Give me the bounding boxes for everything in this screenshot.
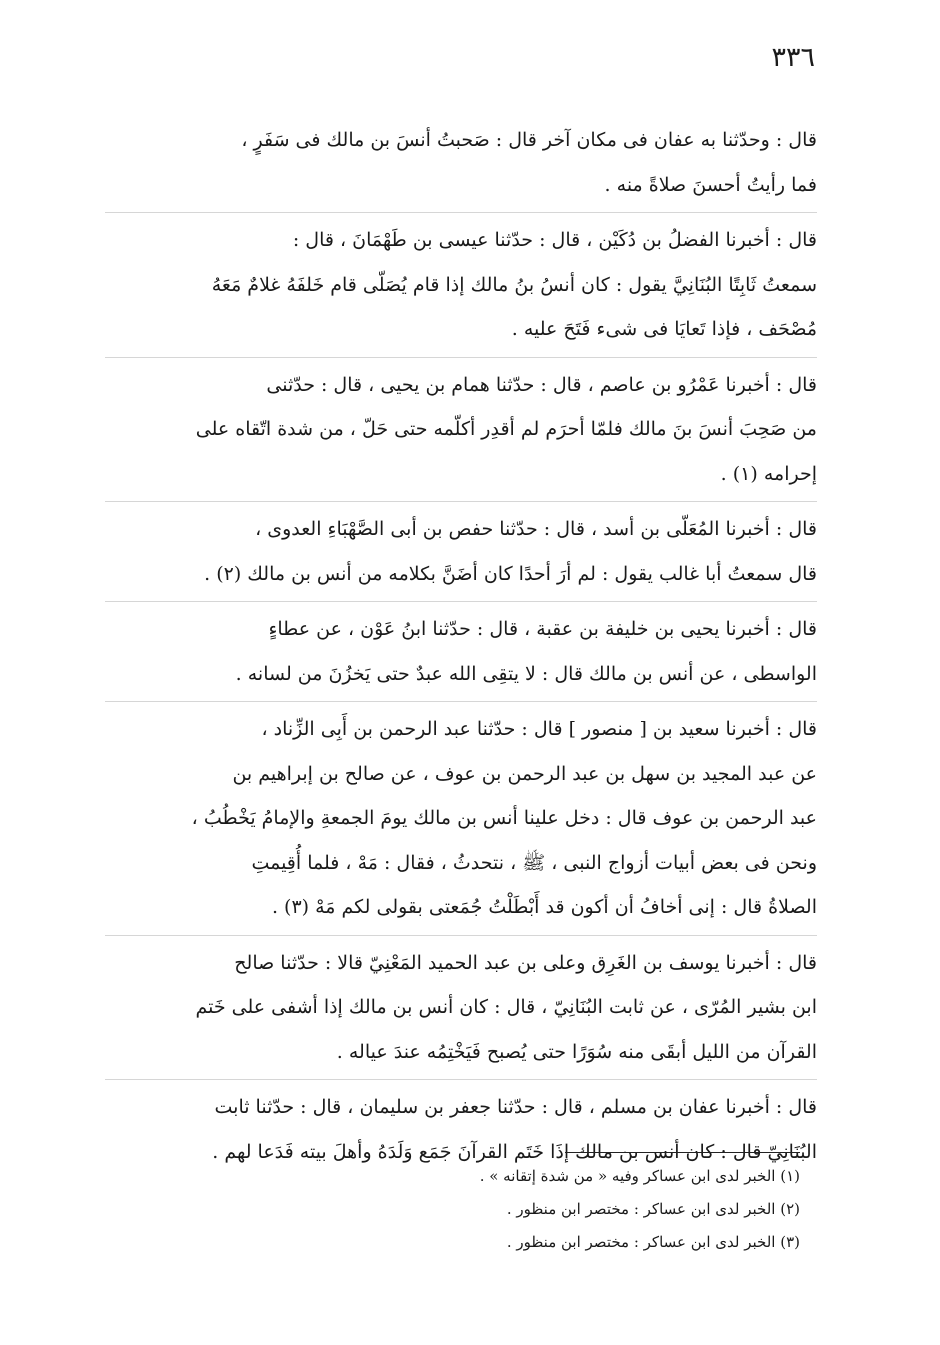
text-line: ونحن فى بعض أبيات أزواج النبى ، ﷺ ، نتحدثُ ، فقال : مَهْ ، فلما أُقِيمتِ: [251, 851, 817, 874]
footnote: (١) الخبر لدى ابن عساكر وفيه « من شدة إتقانه » .: [479, 1167, 800, 1185]
text-line: فما رأيتُ أحسنَ صلاةً منه .: [604, 173, 817, 196]
paragraph: [105, 607, 817, 702]
text-line: الصلاةُ قال : إنى أخافُ أن أكون قد أَبْطَلْتُ جُمَعتى بقولى لكم مَهْ (٣) .: [271, 896, 817, 918]
text-line: عن عبد المجيد بن سهل بن عبد الرحمن بن عوف ، عن صالح بن إبراهيم بن: [232, 762, 817, 785]
text-line: من صَحِبَ أنسَ بنَ مالك فلمّا أحرَم لم أقدِر أكلّمه حتى حَلّ ، من شدة اتّقاه على: [195, 418, 817, 440]
text-line: قال : أخبرنا الفضلُ بن دُكَيْن ، قال : حدّثنا عيسى بن طَهْمَانَ ، قال :: [292, 229, 817, 251]
page-number: ٣٣٦: [771, 42, 815, 73]
text-line: إحرامه (١) .: [720, 462, 817, 485]
paragraph: [105, 363, 817, 503]
text-line: قال : أخبرنا سعيد بن [ منصور ] قال : حدّثنا عبد الرحمن بن أَبِى الزِّناد ،: [261, 718, 817, 740]
text-line: القرآن من الليل أبقَى منه سُوَرًا حتى يُصبح فَيَخْتِمُه عندَ عياله .: [336, 1040, 817, 1063]
text-line: قال سمعتُ أبا غالب يقول : لم أرَ أحدًا كان أضَنَّ بكلامه من أنس بن مالك (٢) .: [204, 562, 817, 585]
text-line: سمعتُ ثَابِتًا البُنَانِيَّ يقول : كان أنسُ بنُ مالك إذا قام يُصَلّى قام خَلفَهُ غلامٌ مَعَهُ: [211, 273, 817, 296]
body-text: [105, 118, 817, 1184]
footnote: (٣) الخبر لدى ابن عساكر : مختصر ابن منظور .: [506, 1233, 800, 1251]
text-line: قال : أخبرنا المُعَلّى بن أسد ، قال : حدّثنا حفص بن أبى الصَّهْبَاءِ العدوى ،: [255, 518, 817, 540]
text-line: قال : أخبرنا عَمْرُو بن عاصم ، قال : حدّثنا همام بن يحيى ، قال : حدّثنى: [266, 373, 817, 396]
paragraph: [105, 707, 817, 936]
text-line: البُنَانِيّ قال : كان أنس بن مالك إذَا خَتَم القرآنَ جَمَع وَلَدَهُ وأهلَ بيته فَدَعا لهم .: [212, 1140, 817, 1163]
text-line: قال : أخبرنا عفان بن مسلم ، قال : حدّثنا جعفر بن سليمان ، قال : حدّثنا ثابت: [214, 1096, 817, 1118]
text-line: ابن بشير المُرّى ، عن ثابت البُنَانِيّ ، قال : كان أنس بن مالك إذا أشفى على خَتم: [195, 996, 817, 1018]
text-line: قال : أخبرنا يحيى بن خليفة بن عقبة ، قال : حدّثنا ابنُ عَوْن ، عن عطاءٍ: [268, 618, 817, 640]
text-line: مُصْحَف ، فإذا تَعايَا فى شىء فَتَحَ عليه .: [511, 318, 817, 340]
text-line: الواسطى ، عن أنس بن مالك قال : لا يتقِى الله عبدٌ حتى يَخزُنَ من لسانه .: [235, 662, 817, 685]
text-line: قال : أخبرنا يوسف بن الغَرِق وعلى بن عبد الحميد المَعْنِيّ قالا : حدّثنا صالح: [234, 951, 817, 974]
paragraph: [105, 507, 817, 602]
paragraph: [105, 218, 817, 358]
footnotes: [360, 1160, 800, 1259]
paragraph: [105, 941, 817, 1081]
text-line: عبد الرحمن بن عوف قال : دخل علينا أنس بن مالك يومَ الجمعةِ والإمامُ يَخْطُبُ ،: [191, 807, 817, 829]
text-line: قال : وحدّثنا به عفان فى مكان آخر قال : صَحبتُ أنسَ بن مالك فى سَفَرٍ ،: [241, 129, 817, 151]
paragraph: [105, 118, 817, 213]
footnote: (٢) الخبر لدى ابن عساكر : مختصر ابن منظور .: [506, 1200, 800, 1218]
footnote-divider: [565, 1152, 800, 1153]
